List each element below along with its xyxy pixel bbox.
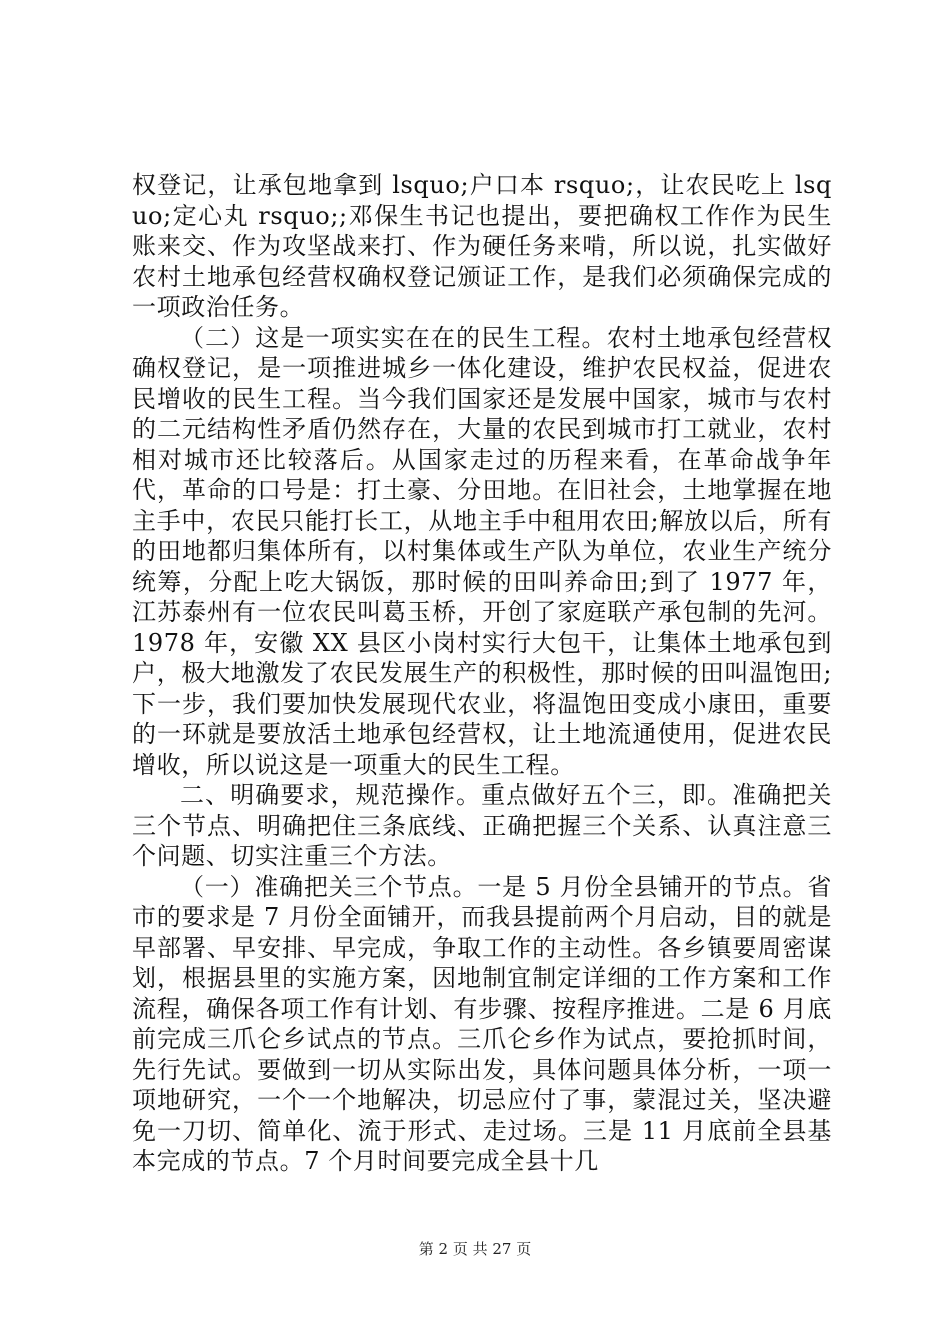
paragraph-continuation: 权登记，让承包地拿到 lsquo;户口本 rsquo;，让农民吃上 lsquo;定心丸 rsquo;;邓保生书记也提出，要把确权工作作为民生账来交、作为攻坚战来打、作为硬任务来啃，所以说，扎实做好农村土地承包经营权确权登记颁证工作，是我们必须确保完成的一项政治任务。 (132, 171, 832, 321)
paragraph-three-nodes: （一）准确把关三个节点。一是 5 月份全县铺开的节点。省市的要求是 7 月份全面铺开，而我县提前两个月启动，目的就是早部署、早安排、早完成，争取工作的主动性。各乡镇要周密谋划，根据县里的实施方案，因地制宜制定详细的工作方案和工作流程，确保各项工作有计划、有步骤、按程序推进。二是 6 月底前完成三爪仑乡试点的节点。三爪仑乡作为试点，要抢抓时间，先行先试。要做到一切从实际出发，具体问题具体分析，一项一项地研究，一个一个地解决，切忌应付了事，蒙混过关，坚决避免一刀切、简单化、流于形式、走过场。三是 11 月底前全县基本完成的节点。7 个月时间要完成全县十几 (132, 872, 832, 1175)
document-body (132, 170, 832, 1177)
paragraph-livelihood-project: （二）这是一项实实在在的民生工程。农村土地承包经营权确权登记，是一项推进城乡一体化建设，维护农民权益，促进农民增收的民生工程。当今我们国家还是发展中国家，城市与农村的二元结构性矛盾仍然存在，大量的农民到城市打工就业，农村相对城市还比较落后。从国家走过的历程来看，在革命战争年代，革命的口号是：打土豪、分田地。在旧社会，土地掌握在地主手中，农民只能打长工，从地主手中租用农田;解放以后，所有的田地都归集体所有，以村集体或生产队为单位，农业生产统分统筹，分配上吃大锅饭，那时候的田叫养命田;到了 1977 年，江苏泰州有一位农民叫葛玉桥，开创了家庭联产承包制的先河。1978 年，安徽 XX 县区小岗村实行大包干，让集体土地承包到户，极大地激发了农民发展生产的积极性，那时候的田叫温饱田;下一步，我们要加快发展现代农业，将温饱田变成小康田，重要的一环就是要放活土地承包经营权，让土地流通使用，促进农民增收，所以说这是一项重大的民生工程。 (132, 323, 832, 779)
page-number-footer: 第 2 页 共 27 页 (418, 1240, 532, 1258)
paragraph-section-two-heading: 二、明确要求，规范操作。重点做好五个三，即。准确把关三个节点、明确把住三条底线、正确把握三个关系、认真注意三个问题、切实注重三个方法。 (132, 781, 832, 870)
